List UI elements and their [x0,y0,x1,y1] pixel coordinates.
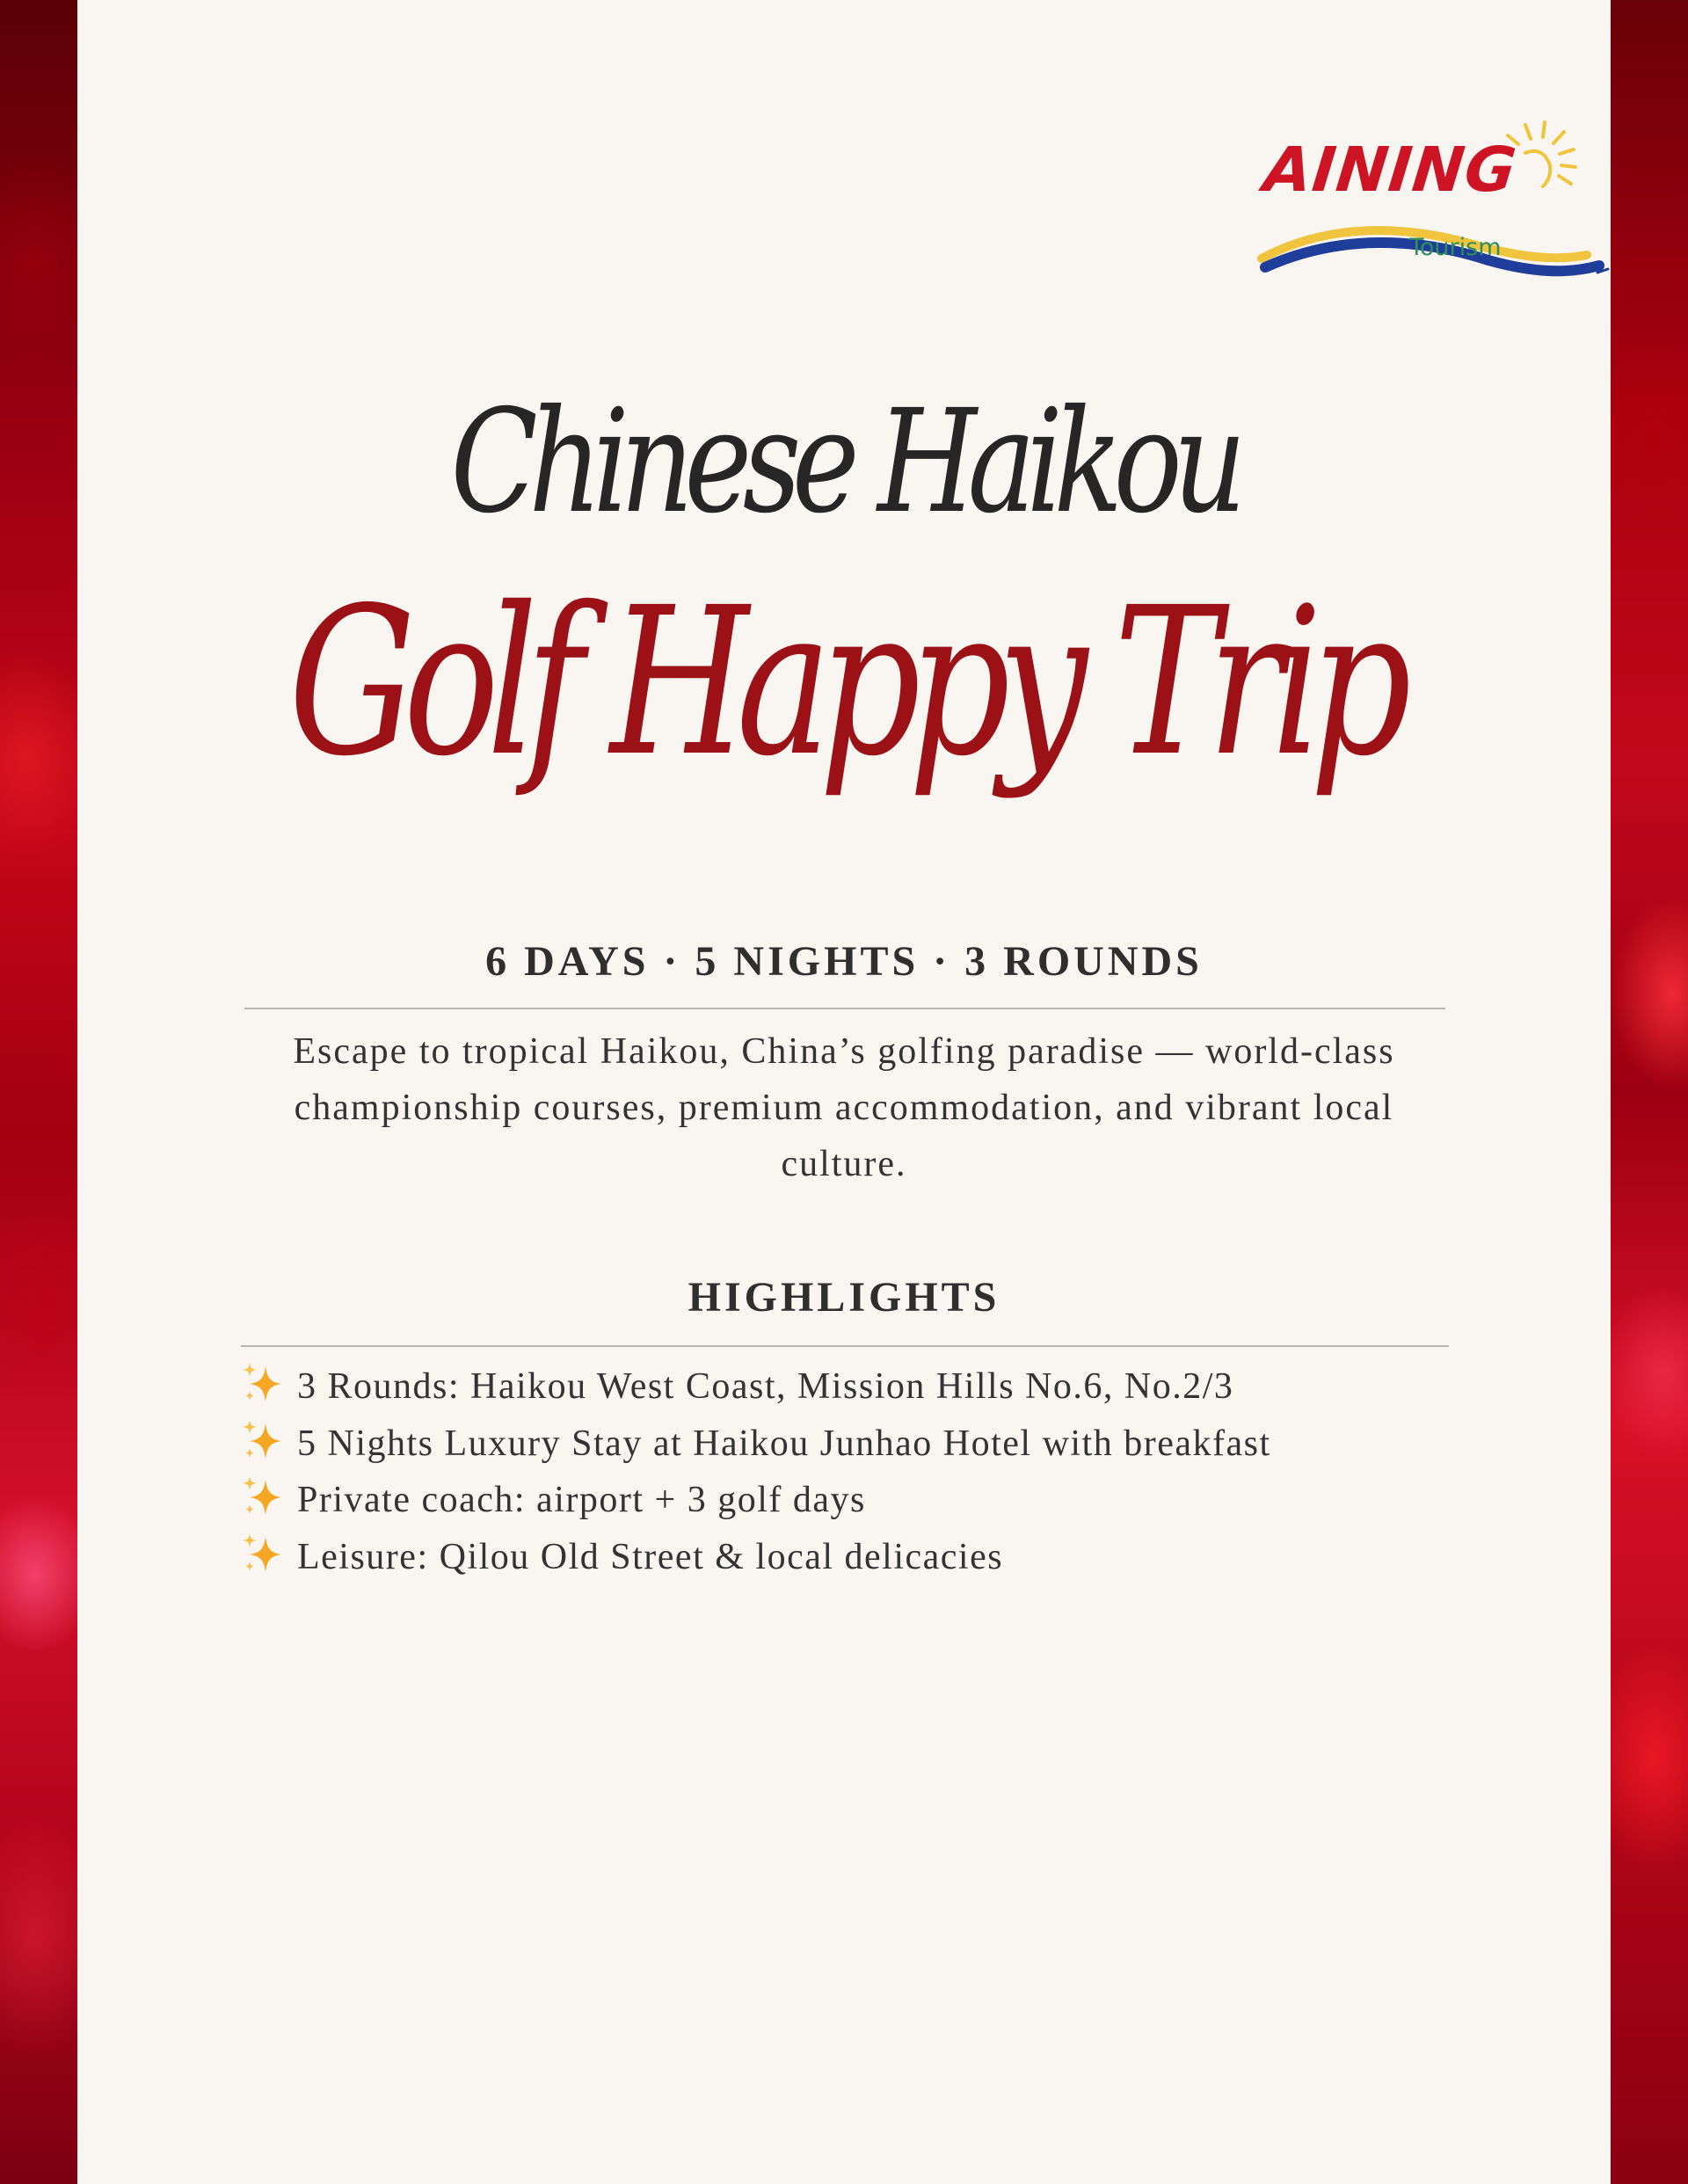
highlight-text: 3 Rounds: Haikou West Coast, Mission Hills No.6, No.2/3 [297,1366,1234,1407]
title-line-1: Chinese Haikou [450,380,1238,545]
list-item [241,1358,1472,1416]
highlights-list [241,1358,1472,1585]
brand-logo [1181,114,1620,290]
highlights-heading: HIGHLIGHTS [688,1274,1000,1321]
title-line-2: Golf Happy Trip [288,564,1400,801]
highlight-text: 5 Nights Luxury Stay at Haikou Junhao Hotel with breakfast [297,1423,1271,1464]
sparkles-icon [241,1532,285,1576]
highlight-text: Leisure: Qilou Old Street & local delicacies [297,1536,1004,1577]
intro-paragraph: Escape to tropical Haikou, China’s golfing paradise — world-class championship courses, premium accommodation, and vibrant local culture. [293,1031,1395,1184]
list-item [241,1472,1472,1529]
background-right-border [1611,0,1688,2184]
sparkles-icon [241,1418,285,1462]
brand-name: AINING [1260,134,1521,206]
divider [241,1345,1449,1347]
brand-subtitle: Tourism [1409,234,1502,261]
list-item [241,1529,1472,1586]
background-left-border [0,0,77,2184]
flyer-page [77,0,1611,2184]
trip-duration: 6 DAYS · 5 NIGHTS · 3 ROUNDS [485,938,1203,985]
highlight-text: Private coach: airport + 3 golf days [297,1480,866,1520]
list-item [241,1416,1472,1473]
sparkles-icon [241,1361,285,1405]
divider [244,1008,1445,1009]
sparkles-icon [241,1474,285,1518]
